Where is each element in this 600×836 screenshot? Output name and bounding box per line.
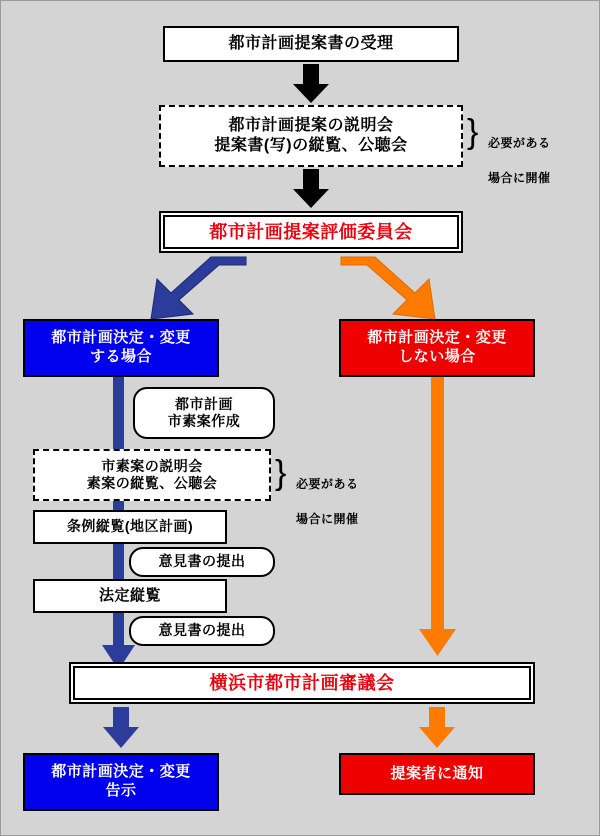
tag-city-draft-line1: 都市計画: [175, 395, 233, 412]
tag-city-draft-line2: 市素案作成: [167, 413, 241, 429]
node-evaluation-committee: [159, 211, 463, 253]
node-decision-change-yes-line1: 都市計画決定・変更: [51, 329, 191, 347]
tag-opinion-submission-2-label: 意見書の提出: [158, 622, 246, 639]
arrow-briefing-to-committee: [291, 169, 331, 209]
note-briefing-condition-1: [488, 118, 551, 188]
node-ordinance-review-label: 条例縦覧(地区計画): [66, 518, 194, 535]
node-ordinance-review: [33, 510, 227, 544]
note-1-line1: 必要がある: [488, 136, 551, 151]
node-decision-change-yes: [23, 319, 219, 377]
node-city-planning-council-label: 横浜市都市計画審議会: [209, 672, 395, 693]
node-result-decision-notice: [23, 753, 219, 811]
tag-city-draft: [133, 387, 275, 439]
node-briefing-city-draft-line2: 素案の縦覧、公聴会: [86, 475, 218, 491]
brace-note-1: }: [467, 113, 479, 151]
node-result-decision-notice-line1: 都市計画決定・変更: [51, 763, 191, 781]
connector-orange-vertical: [431, 377, 444, 645]
node-decision-change-no: [339, 319, 535, 377]
node-receipt-label: 都市計画提案書の受理: [228, 35, 394, 52]
node-briefing-proposal-line2: 提案書(写)の縦覧、公聴会: [214, 137, 408, 154]
arrow-council-to-result-no: [417, 707, 457, 749]
node-decision-change-yes-line2: する場合: [89, 348, 152, 365]
arrow-committee-to-decide-yes: [151, 257, 261, 321]
tag-opinion-submission-1-label: 意見書の提出: [158, 553, 246, 570]
arrow-receipt-to-briefing: [291, 64, 331, 104]
node-decision-change-no-line2: しない場合: [398, 348, 476, 365]
node-briefing-proposal: [159, 105, 463, 167]
node-result-notify-proposer: [339, 753, 535, 795]
arrow-council-to-result-yes: [101, 707, 141, 749]
node-result-notify-proposer-label: 提案者に通知: [390, 764, 484, 782]
tag-opinion-submission-2: [129, 616, 275, 646]
node-decision-change-no-line1: 都市計画決定・変更: [367, 329, 507, 347]
node-briefing-proposal-line1: 都市計画提案の説明会: [228, 117, 394, 134]
node-city-planning-council: [69, 662, 535, 704]
node-receipt: [163, 26, 459, 62]
node-legal-review-label: 法定縦覧: [98, 586, 161, 604]
node-briefing-city-draft-line1: 市素案の説明会: [101, 457, 203, 474]
node-result-decision-notice-line2: 告示: [105, 782, 137, 799]
note-briefing-condition-2: [296, 459, 359, 529]
note-1-line2: 場合に開催: [488, 171, 551, 186]
arrowhead-orange-to-council: [417, 621, 459, 657]
arrow-committee-to-decide-no: [331, 257, 441, 321]
note-2-line2: 場合に開催: [296, 512, 359, 527]
node-briefing-city-draft: [33, 449, 271, 501]
node-legal-review: [33, 579, 227, 613]
tag-opinion-submission-1: [129, 547, 275, 577]
note-2-line1: 必要がある: [296, 477, 359, 492]
brace-note-2: }: [275, 454, 287, 492]
node-evaluation-committee-label: 都市計画提案評価委員会: [209, 221, 413, 242]
